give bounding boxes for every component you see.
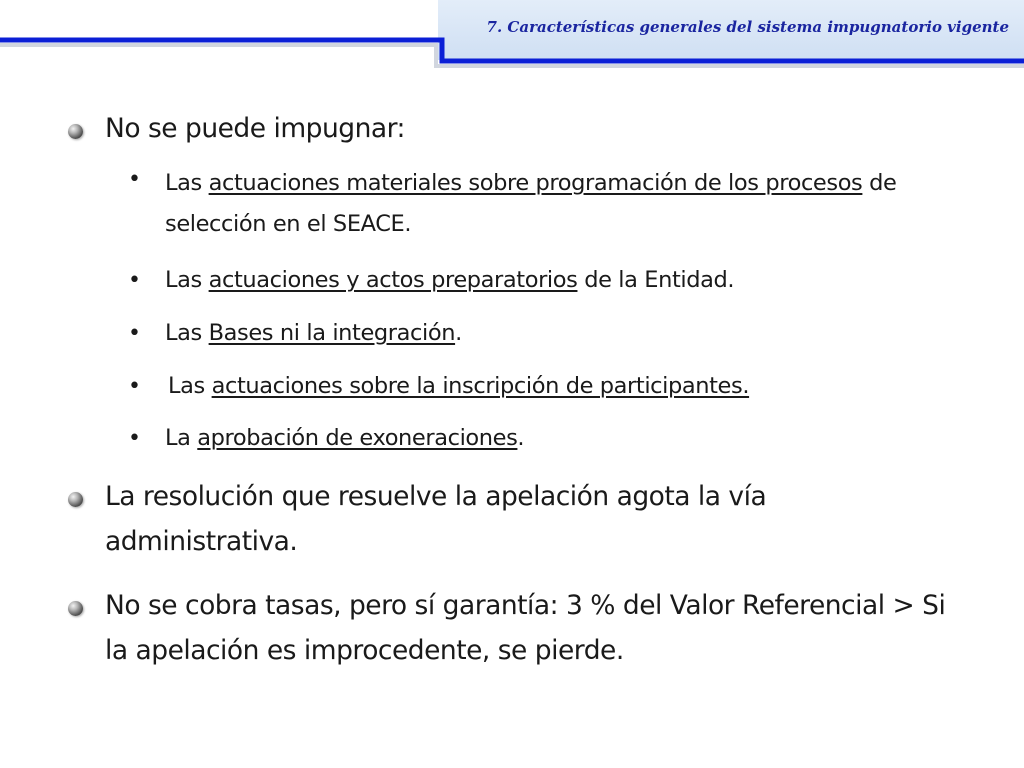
bullet-dot-icon: • <box>128 167 141 192</box>
bullet-dot-icon: • <box>128 374 141 399</box>
sub-bullet-3: Las Bases ni la integración. <box>165 320 462 346</box>
sub-bullet-1: Las actuaciones materiales sobre programación de los procesos de selección en el SEACE. <box>165 170 897 237</box>
bullet-dot-icon: • <box>128 268 141 293</box>
bullet-2: La resolución que resuelve la apelación agota la vía administrativa. <box>105 481 767 557</box>
bullet-1: No se puede impugnar: <box>105 113 405 144</box>
sub-bullet-5: La aprobación de exoneraciones. <box>165 425 525 451</box>
bullet-ball-icon <box>68 492 83 507</box>
header-title: 7. Características generales del sistema impugnatorio vigente <box>486 18 1009 36</box>
sub-bullet-2-underlined: actuaciones y actos preparatorios <box>208 267 578 293</box>
sub-bullet-5-underlined: aprobación de exoneraciones <box>197 425 518 451</box>
sub-bullet-1-underlined: actuaciones materiales sobre programación de los procesos <box>208 170 863 196</box>
bullet-dot-icon: • <box>128 321 141 346</box>
bullet-3: No se cobra tasas, pero sí garantía: 3 % del Valor Referencial > Si la apelación es improcedente, se pierde. <box>105 590 946 666</box>
sub-bullet-4: Las actuaciones sobre la inscripción de participantes. <box>168 373 750 399</box>
bullet-ball-icon <box>68 124 83 139</box>
bullet-ball-icon <box>68 601 83 616</box>
bullet-dot-icon: • <box>128 426 141 451</box>
sub-bullet-3-underlined: Bases ni la integración <box>208 320 456 346</box>
sub-bullet-4-underlined: actuaciones sobre la inscripción de participantes. <box>211 373 750 399</box>
sub-bullet-2: Las actuaciones y actos preparatorios de la Entidad. <box>165 267 735 293</box>
